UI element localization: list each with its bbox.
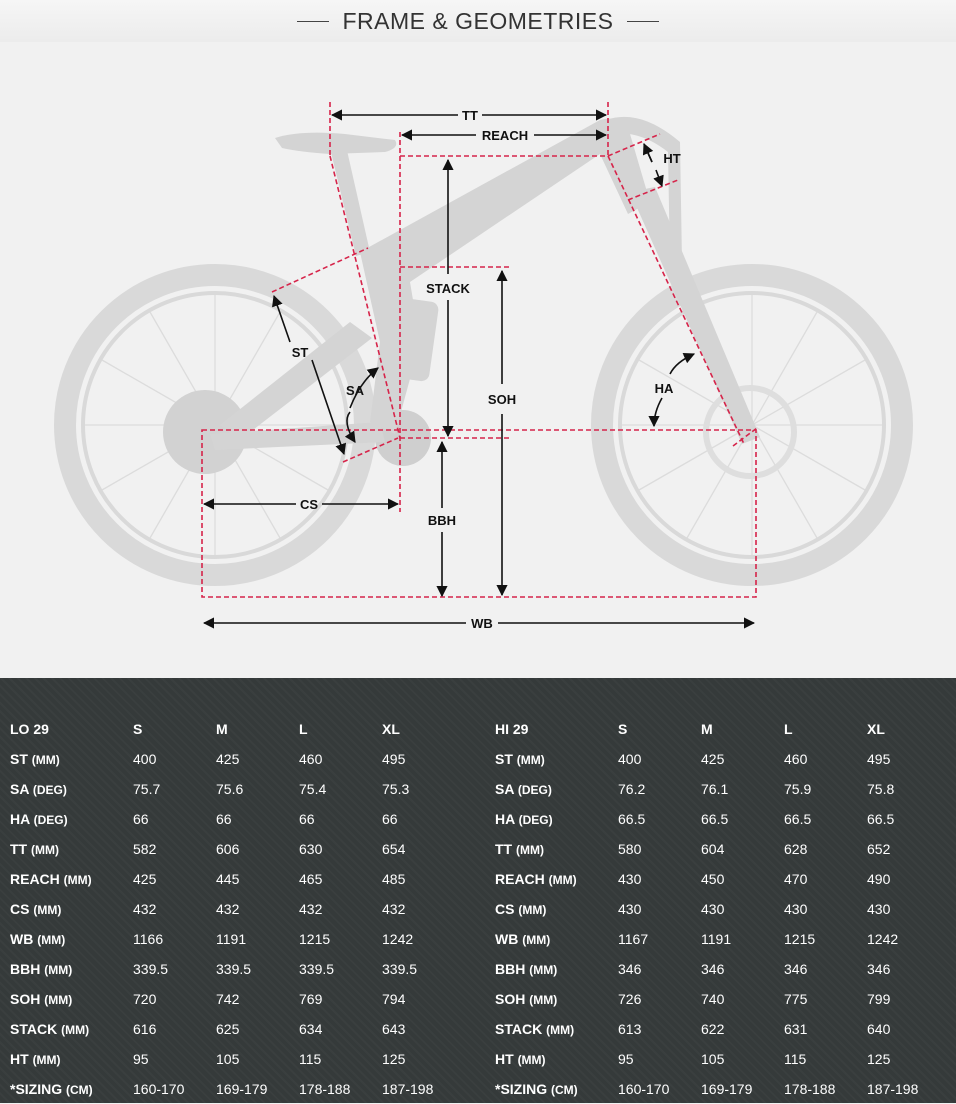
value-cell: 66.5 <box>701 811 729 827</box>
value-cell: 169-179 <box>701 1081 753 1097</box>
table-row <box>495 774 950 804</box>
row-unit: (MM) <box>517 1053 546 1067</box>
value-cell: 66 <box>382 811 398 827</box>
row-label-cell <box>495 774 618 804</box>
row-label-cell <box>10 1014 133 1044</box>
value-cell: 346 <box>701 961 725 977</box>
value-cell: 425 <box>701 751 725 767</box>
value-cell: 432 <box>382 901 406 917</box>
row-unit: (CM) <box>66 1083 93 1097</box>
row-unit: (MM) <box>518 903 547 917</box>
value-cell: 740 <box>701 991 725 1007</box>
table-row <box>10 864 465 894</box>
label-ht: HT <box>663 151 681 166</box>
table-row <box>495 1044 950 1074</box>
size-header: M <box>216 721 228 737</box>
value-cell: 495 <box>867 751 891 767</box>
table-row <box>10 894 465 924</box>
row-label: SA <box>10 781 29 797</box>
table-header-row <box>495 714 950 744</box>
label-ha: HA <box>654 381 674 396</box>
row-label: HT <box>495 1051 514 1067</box>
value-cell: 430 <box>701 901 725 917</box>
table-model-name: HI 29 <box>495 721 529 737</box>
label-stack: STACK <box>426 281 470 296</box>
row-label-cell <box>495 1074 618 1104</box>
value-cell: 775 <box>784 991 808 1007</box>
label-tt: TT <box>462 108 478 123</box>
geometry-diagram <box>0 42 956 678</box>
value-cell: 178-188 <box>784 1081 836 1097</box>
value-cell: 606 <box>216 841 240 857</box>
geometry-table-lo29 <box>10 714 465 1104</box>
row-label-cell <box>10 1074 133 1104</box>
table-row <box>10 804 465 834</box>
seat-post <box>330 146 370 256</box>
row-label-cell <box>495 804 618 834</box>
table-row <box>495 984 950 1014</box>
table-row <box>10 774 465 804</box>
row-label: HA <box>10 811 30 827</box>
label-st: ST <box>291 345 309 360</box>
value-cell: 66 <box>133 811 149 827</box>
row-label-cell <box>10 1044 133 1074</box>
row-label: BBH <box>10 961 41 977</box>
value-cell: 169-179 <box>216 1081 268 1097</box>
row-label-cell <box>495 1044 618 1074</box>
value-cell: 75.7 <box>133 781 161 797</box>
table-row <box>10 924 465 954</box>
row-unit: (DEG) <box>33 813 68 827</box>
value-cell: 75.4 <box>299 781 327 797</box>
row-label: SA <box>495 781 514 797</box>
table-row <box>10 1014 465 1044</box>
value-cell: 1191 <box>216 931 247 947</box>
row-label: REACH <box>495 871 545 887</box>
row-unit: (MM) <box>529 963 558 977</box>
value-cell: 187-198 <box>867 1081 919 1097</box>
value-cell: 95 <box>133 1051 149 1067</box>
value-cell: 654 <box>382 841 406 857</box>
value-cell: 425 <box>133 871 157 887</box>
value-cell: 160-170 <box>618 1081 670 1097</box>
value-cell: 339.5 <box>133 961 169 977</box>
row-unit: (MM) <box>37 933 66 947</box>
row-label: STACK <box>10 1021 58 1037</box>
row-label-cell <box>10 954 133 984</box>
row-label: *SIZING <box>495 1081 548 1097</box>
value-cell: 400 <box>133 751 157 767</box>
row-unit: (MM) <box>33 903 62 917</box>
value-cell: 178-188 <box>299 1081 351 1097</box>
table-row <box>10 1044 465 1074</box>
table-row <box>10 834 465 864</box>
size-header: L <box>784 721 793 737</box>
size-header: S <box>133 721 143 737</box>
geometry-tables <box>0 678 956 1103</box>
row-label-cell <box>10 804 133 834</box>
value-cell: 430 <box>867 901 891 917</box>
value-cell: 76.2 <box>618 781 646 797</box>
table-row <box>495 804 950 834</box>
value-cell: 66.5 <box>867 811 895 827</box>
label-bbh: BBH <box>427 513 457 528</box>
table-row <box>495 834 950 864</box>
value-cell: 1166 <box>133 931 164 947</box>
table-row <box>495 924 950 954</box>
label-cs: CS <box>299 497 319 512</box>
size-header: S <box>618 721 628 737</box>
value-cell: 66.5 <box>784 811 812 827</box>
row-label: WB <box>495 931 519 947</box>
value-cell: 465 <box>299 871 323 887</box>
value-cell: 613 <box>618 1021 642 1037</box>
value-cell: 346 <box>618 961 642 977</box>
row-unit: (MM) <box>63 873 92 887</box>
value-cell: 76.1 <box>701 781 729 797</box>
size-header: XL <box>867 721 885 737</box>
value-cell: 66.5 <box>618 811 646 827</box>
value-cell: 769 <box>299 991 323 1007</box>
row-label-cell <box>495 834 618 864</box>
page-title: FRAME & GEOMETRIES <box>342 7 614 34</box>
row-unit: (MM) <box>522 933 551 947</box>
value-cell: 430 <box>618 871 642 887</box>
value-cell: 125 <box>382 1051 406 1067</box>
row-unit: (MM) <box>516 753 545 767</box>
row-unit: (DEG) <box>32 783 67 797</box>
value-cell: 652 <box>867 841 891 857</box>
table-header-row <box>10 714 465 744</box>
row-unit: (MM) <box>31 843 59 857</box>
value-cell: 490 <box>867 871 891 887</box>
row-label: WB <box>10 931 34 947</box>
row-unit: (MM) <box>31 753 60 767</box>
value-cell: 628 <box>784 841 808 857</box>
value-cell: 400 <box>618 751 642 767</box>
row-label: SOH <box>10 991 41 1007</box>
title-rule-left <box>297 21 329 22</box>
bike-silhouette <box>65 275 902 575</box>
value-cell: 115 <box>299 1051 322 1067</box>
value-cell: 470 <box>784 871 808 887</box>
table-model-name: LO 29 <box>10 721 49 737</box>
table-row <box>10 984 465 1014</box>
value-cell: 66 <box>216 811 232 827</box>
row-unit: (DEG) <box>517 783 552 797</box>
value-cell: 460 <box>299 751 323 767</box>
value-cell: 66 <box>299 811 315 827</box>
value-cell: 622 <box>701 1021 725 1037</box>
row-unit: (MM) <box>61 1023 90 1037</box>
value-cell: 432 <box>299 901 323 917</box>
value-cell: 630 <box>299 841 323 857</box>
size-header: XL <box>382 721 400 737</box>
table-row <box>495 1074 950 1104</box>
table-row <box>10 1074 465 1104</box>
row-unit: (DEG) <box>518 813 553 827</box>
table-row <box>10 744 465 774</box>
row-label-cell <box>10 894 133 924</box>
row-label: REACH <box>10 871 60 887</box>
value-cell: 640 <box>867 1021 891 1037</box>
value-cell: 160-170 <box>133 1081 185 1097</box>
value-cell: 460 <box>784 751 808 767</box>
value-cell: 625 <box>216 1021 240 1037</box>
value-cell: 631 <box>784 1021 808 1037</box>
row-unit: (MM) <box>546 1023 575 1037</box>
value-cell: 105 <box>216 1051 240 1067</box>
value-cell: 799 <box>867 991 891 1007</box>
label-soh: SOH <box>487 392 517 407</box>
label-wb: WB <box>471 616 493 631</box>
value-cell: 634 <box>299 1021 323 1037</box>
value-cell: 105 <box>701 1051 725 1067</box>
value-cell: 720 <box>133 991 157 1007</box>
value-cell: 580 <box>618 841 642 857</box>
table-row <box>495 894 950 924</box>
value-cell: 75.3 <box>382 781 410 797</box>
value-cell: 430 <box>784 901 808 917</box>
value-cell: 339.5 <box>216 961 252 977</box>
value-cell: 742 <box>216 991 240 1007</box>
value-cell: 794 <box>382 991 406 1007</box>
bike-frame <box>210 117 760 450</box>
row-label: TT <box>10 841 28 857</box>
title-bar <box>0 6 956 36</box>
row-label: SOH <box>495 991 526 1007</box>
row-label-cell <box>495 894 618 924</box>
size-header: L <box>299 721 308 737</box>
row-label: ST <box>10 751 28 767</box>
value-cell: 604 <box>701 841 725 857</box>
value-cell: 346 <box>784 961 808 977</box>
title-rule-right <box>627 21 659 22</box>
row-label: STACK <box>495 1021 543 1037</box>
row-label-cell <box>495 1014 618 1044</box>
row-label: ST <box>495 751 513 767</box>
row-label: TT <box>495 841 513 857</box>
value-cell: 75.6 <box>216 781 244 797</box>
value-cell: 95 <box>618 1051 634 1067</box>
value-cell: 450 <box>701 871 725 887</box>
value-cell: 495 <box>382 751 406 767</box>
table-row <box>495 744 950 774</box>
value-cell: 485 <box>382 871 406 887</box>
value-cell: 75.9 <box>784 781 812 797</box>
table-row <box>10 954 465 984</box>
value-cell: 115 <box>784 1051 807 1067</box>
row-label-cell <box>10 984 133 1014</box>
row-label-cell <box>10 774 133 804</box>
row-unit: (MM) <box>32 1053 61 1067</box>
value-cell: 339.5 <box>299 961 335 977</box>
value-cell: 1191 <box>701 931 732 947</box>
value-cell: 445 <box>216 871 240 887</box>
row-label-cell <box>495 744 618 774</box>
geometry-table-hi29 <box>495 714 950 1104</box>
row-unit: (MM) <box>529 993 558 1007</box>
value-cell: 1215 <box>299 931 331 947</box>
row-label-cell <box>495 954 618 984</box>
row-label-cell <box>10 924 133 954</box>
row-unit: (MM) <box>548 873 577 887</box>
row-label-cell <box>495 984 618 1014</box>
row-label: CS <box>10 901 30 917</box>
value-cell: 1215 <box>784 931 816 947</box>
value-cell: 339.5 <box>382 961 418 977</box>
value-cell: 346 <box>867 961 891 977</box>
value-cell: 616 <box>133 1021 157 1037</box>
row-unit: (MM) <box>44 993 73 1007</box>
table-row <box>495 1014 950 1044</box>
row-label-cell <box>495 864 618 894</box>
value-cell: 1242 <box>867 931 899 947</box>
value-cell: 432 <box>133 901 157 917</box>
label-reach: REACH <box>481 128 529 143</box>
table-row <box>495 864 950 894</box>
value-cell: 425 <box>216 751 240 767</box>
row-label: CS <box>495 901 515 917</box>
row-label: HA <box>495 811 515 827</box>
row-label: HT <box>10 1051 29 1067</box>
row-unit: (CM) <box>551 1083 578 1097</box>
label-sa: SA <box>345 383 365 398</box>
value-cell: 75.8 <box>867 781 895 797</box>
value-cell: 1167 <box>618 931 649 947</box>
row-label-cell <box>10 744 133 774</box>
size-header: M <box>701 721 713 737</box>
row-label: BBH <box>495 961 526 977</box>
row-unit: (MM) <box>44 963 73 977</box>
row-label-cell <box>10 834 133 864</box>
row-unit: (MM) <box>516 843 544 857</box>
table-row <box>495 954 950 984</box>
value-cell: 187-198 <box>382 1081 434 1097</box>
value-cell: 1242 <box>382 931 414 947</box>
value-cell: 430 <box>618 901 642 917</box>
value-cell: 726 <box>618 991 642 1007</box>
row-label-cell <box>495 924 618 954</box>
row-label-cell <box>10 864 133 894</box>
value-cell: 432 <box>216 901 240 917</box>
value-cell: 125 <box>867 1051 891 1067</box>
row-label: *SIZING <box>10 1081 63 1097</box>
value-cell: 643 <box>382 1021 406 1037</box>
value-cell: 582 <box>133 841 157 857</box>
